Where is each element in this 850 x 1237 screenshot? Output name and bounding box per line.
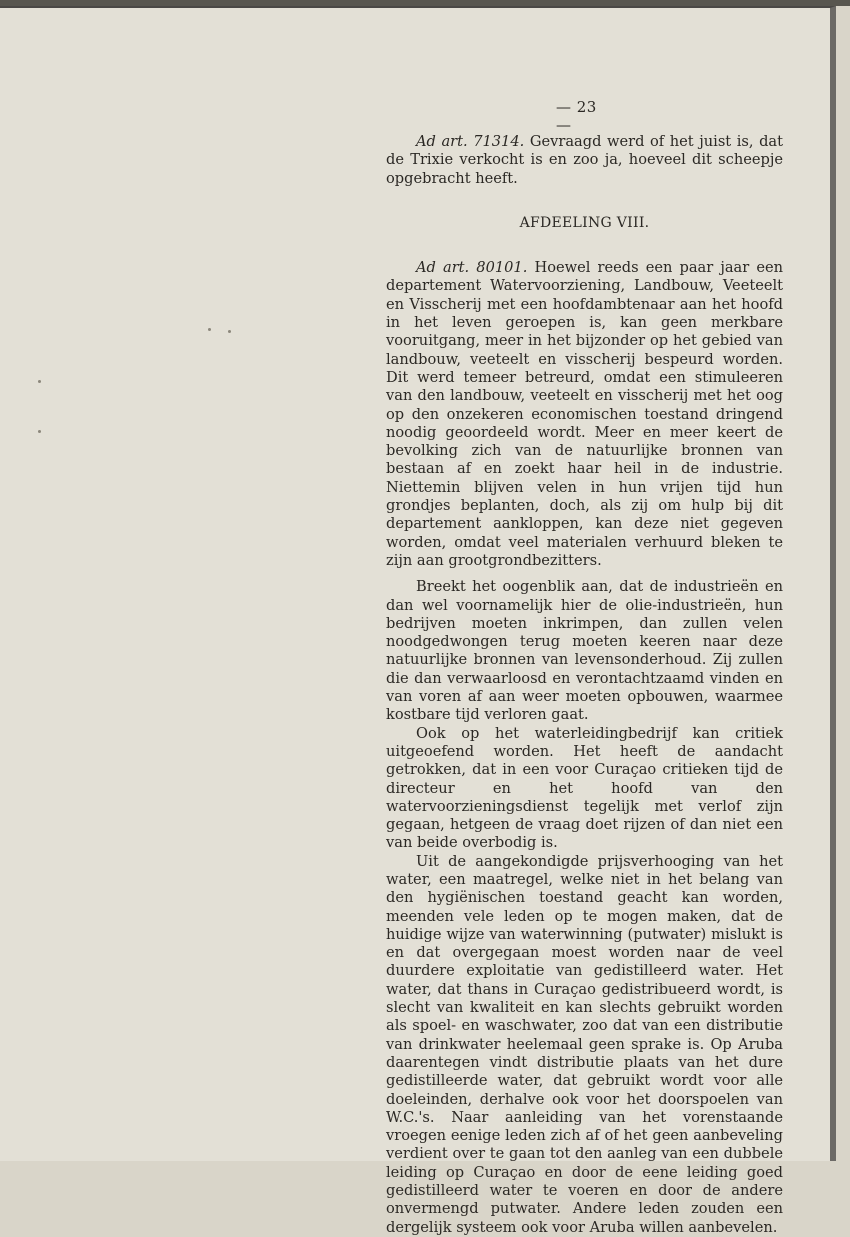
article-reference: Ad art. 71314. bbox=[416, 133, 525, 150]
scan-speck bbox=[38, 380, 41, 383]
paragraph-text: Gevraagd werd of het juist is, dat de Trixie verkocht is en zoo ja, hoeveel dit scheepje opgebracht heeft. bbox=[386, 133, 783, 187]
paragraph-ad-art-80101 bbox=[386, 259, 783, 570]
body-text bbox=[386, 133, 783, 1237]
scan-speck bbox=[208, 328, 211, 331]
scan-speck bbox=[228, 330, 231, 333]
page-number: — 23 — bbox=[556, 98, 597, 134]
scan-speck bbox=[38, 430, 41, 433]
paragraph-waterleiding: Ook op het waterleidingbedrijf kan critiek uitgeoefend worden. Het heeft de aandacht getrokken, dat in een voor Curaçao critieken tijd de directeur en het hoofd van den watervoorzieningsdienst tegelijk met verlof zijn gegaan, hetgeen de vraag doet rijzen of dan niet een van beide overbodig is. bbox=[386, 724, 783, 852]
paragraph-ad-art-71314 bbox=[386, 133, 783, 188]
article-reference: Ad art. 80101. bbox=[416, 259, 528, 277]
section-heading: AFDEELING VIII. bbox=[519, 214, 650, 231]
paragraph-text: Hoewel reeds een paar jaar een departement Watervoorziening, Landbouw, Veeteelt en Visscherij met een hoofdambtenaar aan het hoofd in het leven geroepen is, kan geen merkbare vooruitgang, meer in het bijzonder op het gebied van landbouw, veeteelt en visscherij bespeurd worden. Dit werd temeer betreurd, omdat een stimuleeren van den landbouw, veeteelt en visscherij met het oog op den onzekeren economischen toestand dringend noodig geoordeeld wordt. Meer en meer keert de bevolking zich van de natuurlijke bronnen van bestaan af en zoekt haar heil in de industrie. Niettemin blijven velen in hun vrijen tijd hun grondjes beplanten, doch, als zij om hulp bij dit departement aankloppen, kan deze niet gegeven worden, omdat veel materialen verhuurd bleken te zijn aan grootgrondbezitters. bbox=[386, 259, 784, 569]
paragraph-prijsverhooging: Uit de aangekondigde prijsverhooging van het water, een maatregel, welke niet in het belang van den hygiënischen toestand geacht kan worden, meenden vele leden op te mogen maken, dat de huidige wijze van waterwinning (putwater) mislukt is en dat overgegaan moest worden naar de veel duurdere exploitatie van gedistilleerd water. Het water, dat thans in Curaçao gedistribueerd wordt, is slecht van kwaliteit en kan slechts gebruikt worden als spoel- en waschwater, zoo dat van een distributie van drinkwater heelemaal geen sprake is. Op Aruba daarentegen vindt distributie plaats van het dure gedistilleerde water, dat gebruikt wordt voor alle doeleinden, derhalve ook voor het doorspoelen van W.C.'s. Naar aanleiding van het vorenstaande vroegen eenige leden zich af of het geen aanbeveling verdient over te gaan tot den aanleg van een dubbele leiding op Curaçao en door de eene leiding goed gedistilleerd water te voeren en door de andere onvermengd putwater. Andere leden zouden een dergelijk systeem ook voor Aruba willen aanbevelen. bbox=[386, 852, 783, 1236]
paragraph-industry: Breekt het oogenblik aan, dat de industrieën en dan wel voornamelijk hier de olie-industrieën, hun bedrijven moeten inkrimpen, dan zullen velen noodgedwongen terug moeten keeren naar deze natuurlijke bronnen van levensonderhoud. Zij zullen die dan verwaarloosd en verontachtzaamd vinden en van voren af aan weer moeten opbouwen, waarmee kostbare tijd verloren gaat. bbox=[386, 578, 783, 724]
